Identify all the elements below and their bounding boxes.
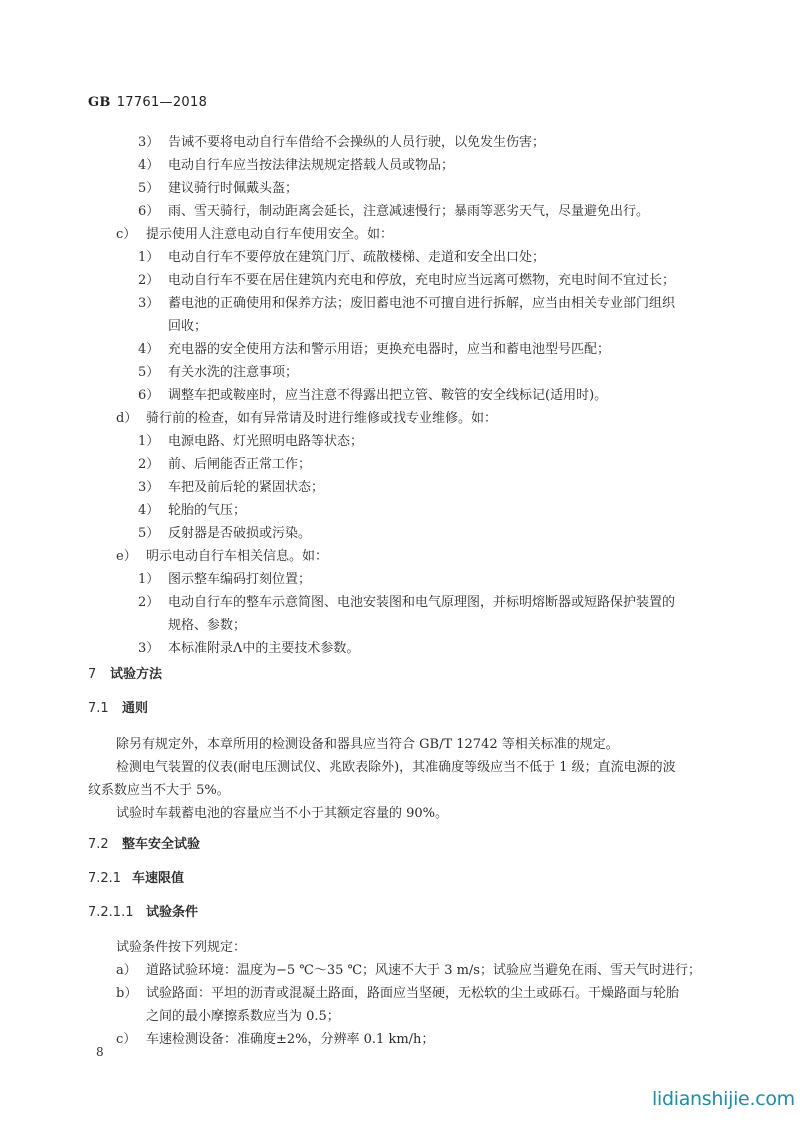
section-heading-7-2: 7.2 整车安全试验: [88, 837, 201, 852]
standard-prefix: GB: [88, 95, 111, 110]
paragraph: 检测电气装置的仪表(耐电压测试仪、兆欧表除外)，其准确度等级应当不低于 1 级；直流电源的波: [116, 760, 676, 775]
page-number: 8: [96, 1045, 104, 1059]
list-item: 1） 电源电路、灯光照明电路等状态；: [138, 434, 364, 449]
list-item: 2） 前、后闸能否正常工作；: [138, 457, 312, 472]
list-item-d: d） 骑行前的检查，如有异常请及时进行维修或找专业维修。如：: [116, 411, 498, 426]
list-item: 4） 轮胎的气压；: [138, 503, 247, 518]
paragraph-continuation: 纹系数应当不大于 5%。: [88, 783, 230, 798]
list-item: c） 车速检测设备：准确度±2%，分辨率 0.1 km/h；: [116, 1032, 435, 1047]
list-item-c: c） 提示使用人注意电动自行车使用安全。如：: [116, 227, 394, 242]
list-item: 3） 告诫不要将电动自行车借给不会操纵的人员行驶，以免发生伤害；: [138, 135, 546, 150]
list-item: 6） 调整车把或鞍座时，应当注意不得露出把立管、鞍管的安全线标记(适用时)。: [138, 388, 608, 403]
section-heading-7: 7 试验方法: [88, 667, 163, 682]
list-item: 3） 本标准附录Λ中的主要技术参数。: [138, 641, 360, 656]
section-heading-7-1: 7.1 通则: [88, 701, 149, 716]
section-heading-7-2-1-1: 7.2.1.1 试验条件: [88, 905, 199, 920]
list-item: 2） 电动自行车的整车示意简图、电池安装图和电气原理图，并标明熔断器或短路保护装置的: [138, 595, 676, 610]
paragraph: 除另有规定外，本章所用的检测设备和器具应当符合 GB/T 12742 等相关标准的规定。: [116, 737, 619, 752]
list-item: a） 道路试验环境：温度为−5 ℃～35 ℃；风速不大于 3 m/s；试验应当避免在雨、雪天气时进行；: [116, 963, 701, 978]
watermark-link[interactable]: lidianshijie.com: [652, 1088, 795, 1110]
list-item: 3） 车把及前后轮的紧固状态；: [138, 480, 325, 495]
list-item-continuation: 之间的最小摩擦系数应当为 0.5；: [146, 1009, 340, 1024]
standard-code: 17761—2018: [116, 95, 208, 110]
list-item: 4） 电动自行车应当按法律法规规定搭载人员或物品；: [138, 158, 455, 173]
list-item: 6） 雨、雪天骑行，制动距离会延长，注意减速慢行；暴雨等恶劣天气，尽量避免出行。: [138, 204, 650, 219]
list-item: 3） 蓄电池的正确使用和保养方法；废旧蓄电池不可擅自进行拆解，应当由相关专业部门组织: [138, 296, 676, 311]
list-item: b） 试验路面：平坦的沥青或混凝土路面，路面应当坚硬，无松软的尘土或砾石。干燥路面与轮胎: [116, 986, 680, 1001]
standard-header: [88, 95, 207, 110]
list-item-e: e） 明示电动自行车相关信息。如：: [116, 549, 329, 564]
list-item: 1） 电动自行车不要停放在建筑门厅、疏散楼梯、走道和安全出口处；: [138, 250, 546, 265]
list-item: 5） 反射器是否破损或污染。: [138, 526, 312, 541]
section-heading-7-2-1: 7.2.1 车速限值: [88, 871, 185, 886]
list-item-continuation: 规格、参数；: [168, 618, 247, 633]
paragraph: 试验条件按下列规定：: [116, 940, 247, 955]
list-item: 4） 充电器的安全使用方法和警示用语；更换充电器时，应当和蓄电池型号匹配；: [138, 342, 611, 357]
paragraph: 试验时车载蓄电池的容量应当不小于其额定容量的 90%。: [116, 806, 449, 821]
list-item-continuation: 回收；: [168, 319, 208, 334]
list-item: 2） 电动自行车不要在居住建筑内充电和停放，充电时应当远离可燃物，充电时间不宜过长；: [138, 273, 676, 288]
list-item: 1） 图示整车编码打刻位置；: [138, 572, 312, 587]
list-item: 5） 建议骑行时佩戴头盔；: [138, 181, 299, 196]
list-item: 5） 有关水洗的注意事项；: [138, 365, 299, 380]
